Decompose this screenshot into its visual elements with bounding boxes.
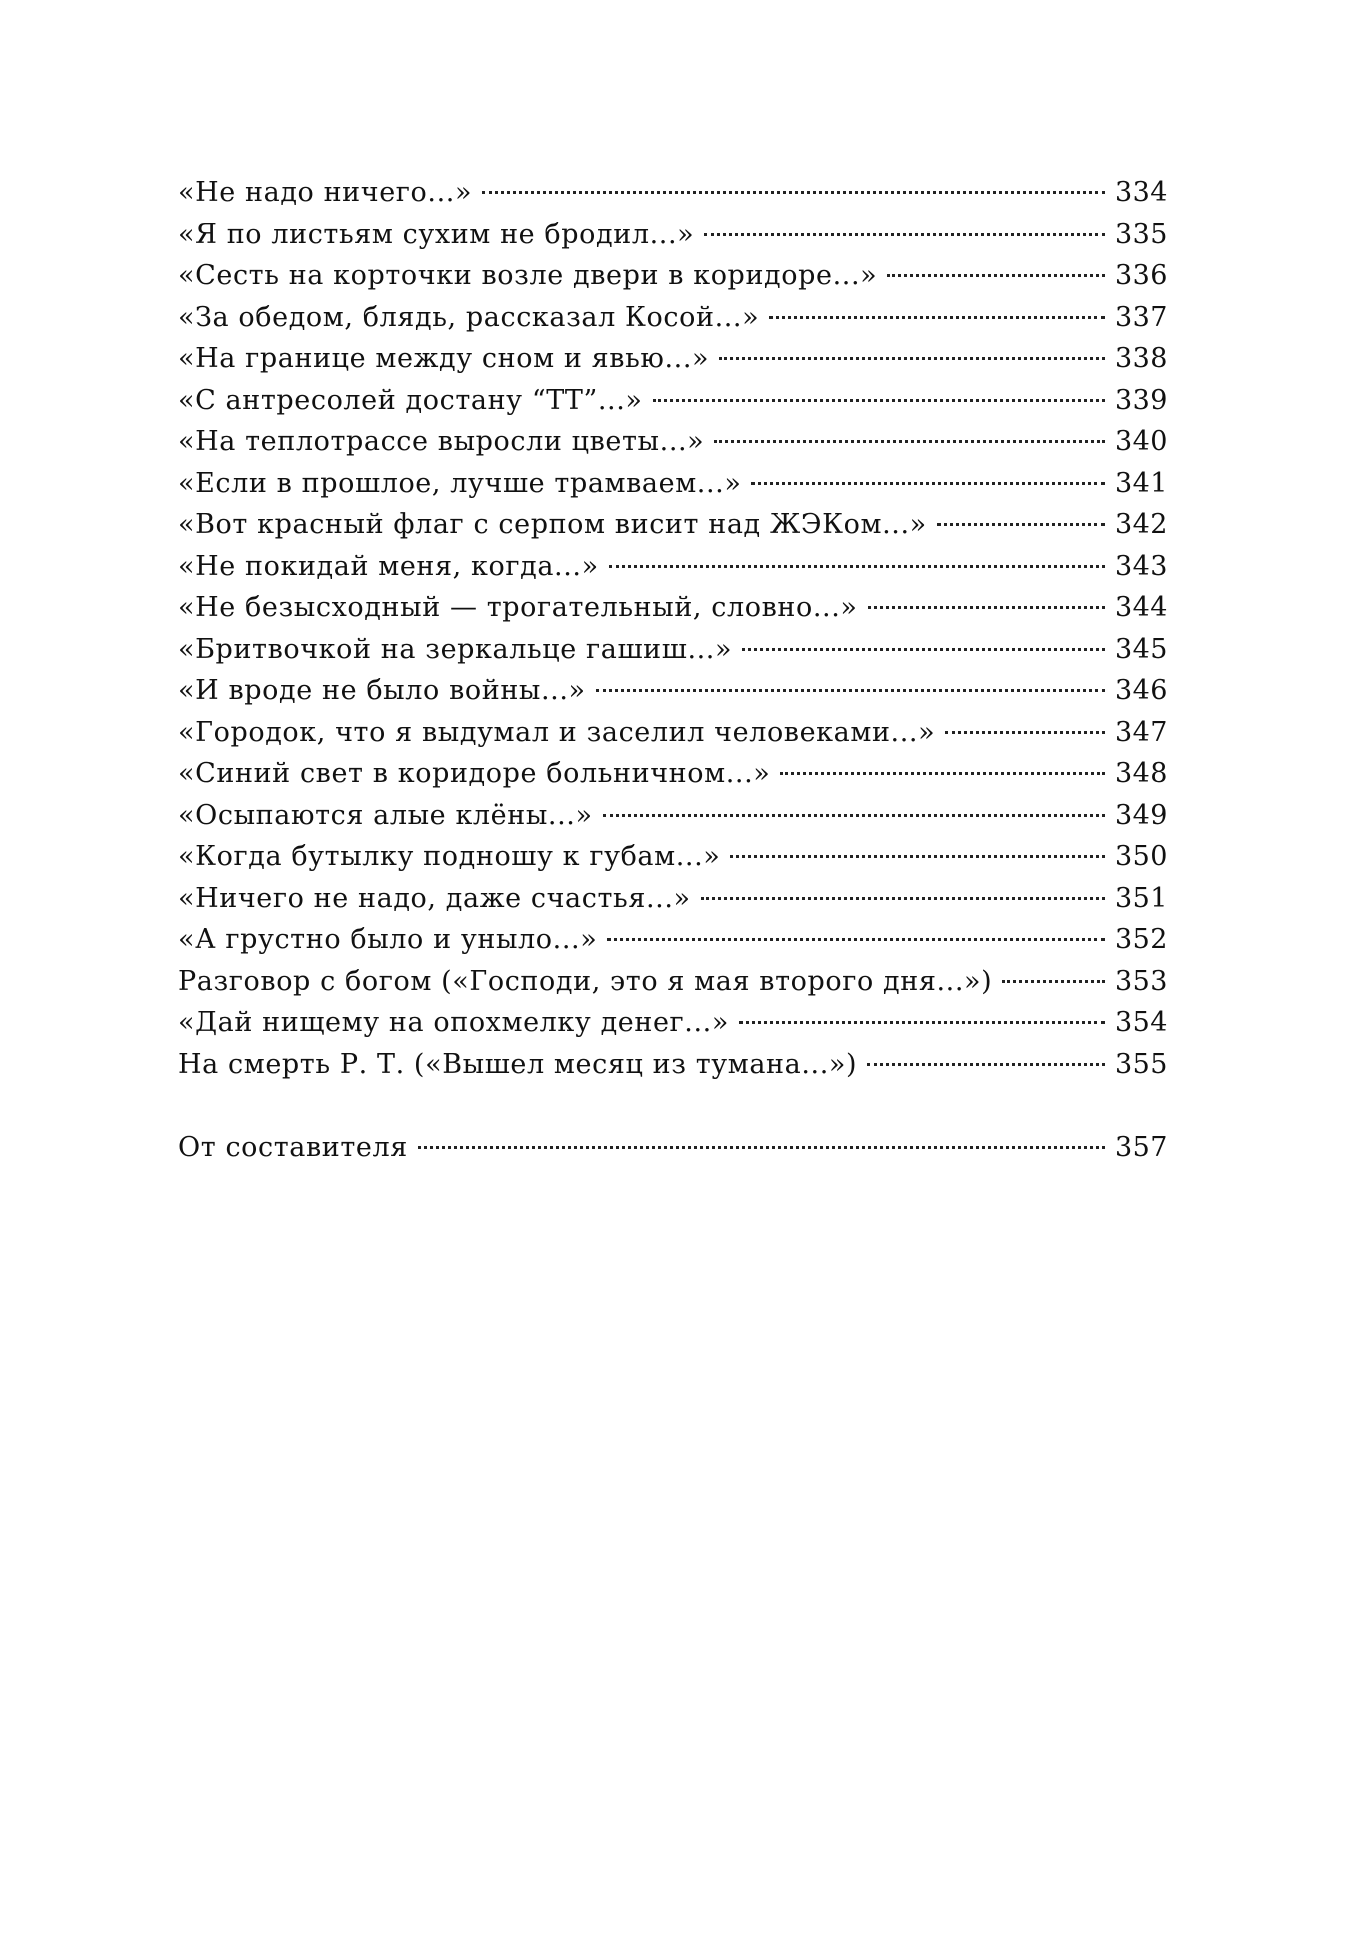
entry-title: «Городок, что я выдумал и заселил человеками...»	[178, 716, 936, 748]
page-number: 345	[1114, 633, 1168, 665]
page-number: 350	[1114, 841, 1168, 872]
dot-leader	[867, 1063, 1105, 1066]
dot-leader	[596, 689, 1105, 692]
page-number: 351	[1114, 882, 1168, 914]
entry-title: «Синий свет в коридоре больничном...»	[178, 758, 771, 789]
entry-title: «Бритвочкой на зеркальце гашиш...»	[178, 633, 733, 665]
dot-leader	[607, 938, 1105, 941]
page-number: 336	[1114, 260, 1168, 291]
page-number: 343	[1114, 550, 1168, 582]
toc-entry	[178, 961, 1168, 1003]
dot-leader	[739, 1021, 1105, 1024]
page-number: 337	[1114, 301, 1168, 333]
entry-title: «За обедом, блядь, рассказал Косой...»	[178, 301, 760, 333]
toc-entry	[178, 380, 1168, 422]
toc-entry	[178, 629, 1168, 671]
toc-entry	[178, 338, 1168, 380]
dot-leader	[609, 565, 1105, 568]
page-number: 346	[1114, 675, 1168, 706]
dot-leader	[714, 440, 1105, 443]
page-number: 349	[1114, 799, 1168, 831]
entry-title: «Не надо ничего...»	[178, 177, 473, 208]
entry-title: «Не покидай меня, когда...»	[178, 550, 599, 582]
toc-entry	[178, 1044, 1168, 1086]
entry-title: «Дай нищему на опохмелку денег...»	[178, 1007, 729, 1038]
dot-leader	[1002, 980, 1105, 983]
entry-title: «Когда бутылку подношу к губам...»	[178, 841, 721, 872]
dot-leader	[742, 648, 1105, 651]
dot-leader	[482, 191, 1105, 194]
toc-entry	[178, 878, 1168, 920]
dot-leader	[719, 357, 1105, 360]
page-number: 355	[1114, 1048, 1168, 1080]
page-number: 338	[1114, 343, 1168, 374]
entry-title: От составителя	[178, 1131, 408, 1163]
toc-entry	[178, 214, 1168, 256]
entry-title: «А грустно было и уныло...»	[178, 924, 598, 955]
entry-title: «На теплотрассе выросли цветы...»	[178, 426, 705, 457]
entry-title: «Осыпаются алые клёны...»	[178, 799, 593, 831]
dot-leader	[769, 316, 1105, 319]
page-number: 342	[1114, 509, 1168, 540]
section-gap	[178, 1085, 1168, 1127]
toc-entry	[178, 919, 1168, 961]
toc-entry-afterword	[178, 1127, 1168, 1169]
page-number: 354	[1114, 1007, 1168, 1038]
page-number: 341	[1114, 467, 1168, 499]
page-number: 334	[1114, 177, 1168, 208]
entry-title: Разговор с богом («Господи, это я мая второго дня...»)	[178, 965, 993, 997]
page-number: 352	[1114, 924, 1168, 955]
dot-leader	[780, 772, 1105, 775]
dot-leader	[887, 274, 1105, 277]
entry-title: «Если в прошлое, лучше трамваем...»	[178, 467, 742, 499]
entry-title: На смерть Р. Т. («Вышел месяц из тумана...»)	[178, 1048, 858, 1080]
toc-entry	[178, 836, 1168, 878]
dot-leader	[418, 1146, 1105, 1149]
dot-leader	[945, 731, 1105, 734]
toc-entry	[178, 297, 1168, 339]
toc-entry	[178, 172, 1168, 214]
toc-entry	[178, 421, 1168, 463]
toc-entry	[178, 795, 1168, 837]
dot-leader	[868, 606, 1105, 609]
toc-entry	[178, 546, 1168, 588]
page-number: 357	[1114, 1131, 1168, 1163]
dot-leader	[730, 855, 1105, 858]
toc-entry	[178, 587, 1168, 629]
entry-title: «Сесть на корточки возле двери в коридоре...»	[178, 260, 878, 291]
page-number: 344	[1114, 592, 1168, 623]
entry-title: «С антресолей достану “ТТ”...»	[178, 384, 643, 416]
toc-list	[178, 172, 1168, 1168]
toc-entry	[178, 504, 1168, 546]
entry-title: «Вот красный флаг с серпом висит над ЖЭКом...»	[178, 509, 927, 540]
dot-leader	[701, 897, 1105, 900]
toc-entry	[178, 670, 1168, 712]
dot-leader	[937, 523, 1105, 526]
toc-entry	[178, 712, 1168, 754]
dot-leader	[704, 233, 1105, 236]
entry-title: «Ничего не надо, даже счастья...»	[178, 882, 691, 914]
page-number: 335	[1114, 218, 1168, 250]
table-of-contents	[178, 172, 1168, 1168]
toc-entry	[178, 463, 1168, 505]
page-number: 339	[1114, 384, 1168, 416]
dot-leader	[751, 482, 1104, 485]
entry-title: «Не безысходный — трогательный, словно...»	[178, 592, 858, 623]
entry-title: «И вроде не было войны...»	[178, 675, 586, 706]
page-number: 347	[1114, 716, 1168, 748]
dot-leader	[603, 814, 1105, 817]
page-number: 340	[1114, 426, 1168, 457]
toc-entry	[178, 255, 1168, 297]
page-number: 353	[1114, 965, 1168, 997]
toc-entry	[178, 1002, 1168, 1044]
entry-title: «Я по листьям сухим не бродил...»	[178, 218, 695, 250]
toc-entry	[178, 753, 1168, 795]
entry-title: «На границе между сном и явью...»	[178, 343, 710, 374]
page-number: 348	[1114, 758, 1168, 789]
dot-leader	[653, 399, 1105, 402]
